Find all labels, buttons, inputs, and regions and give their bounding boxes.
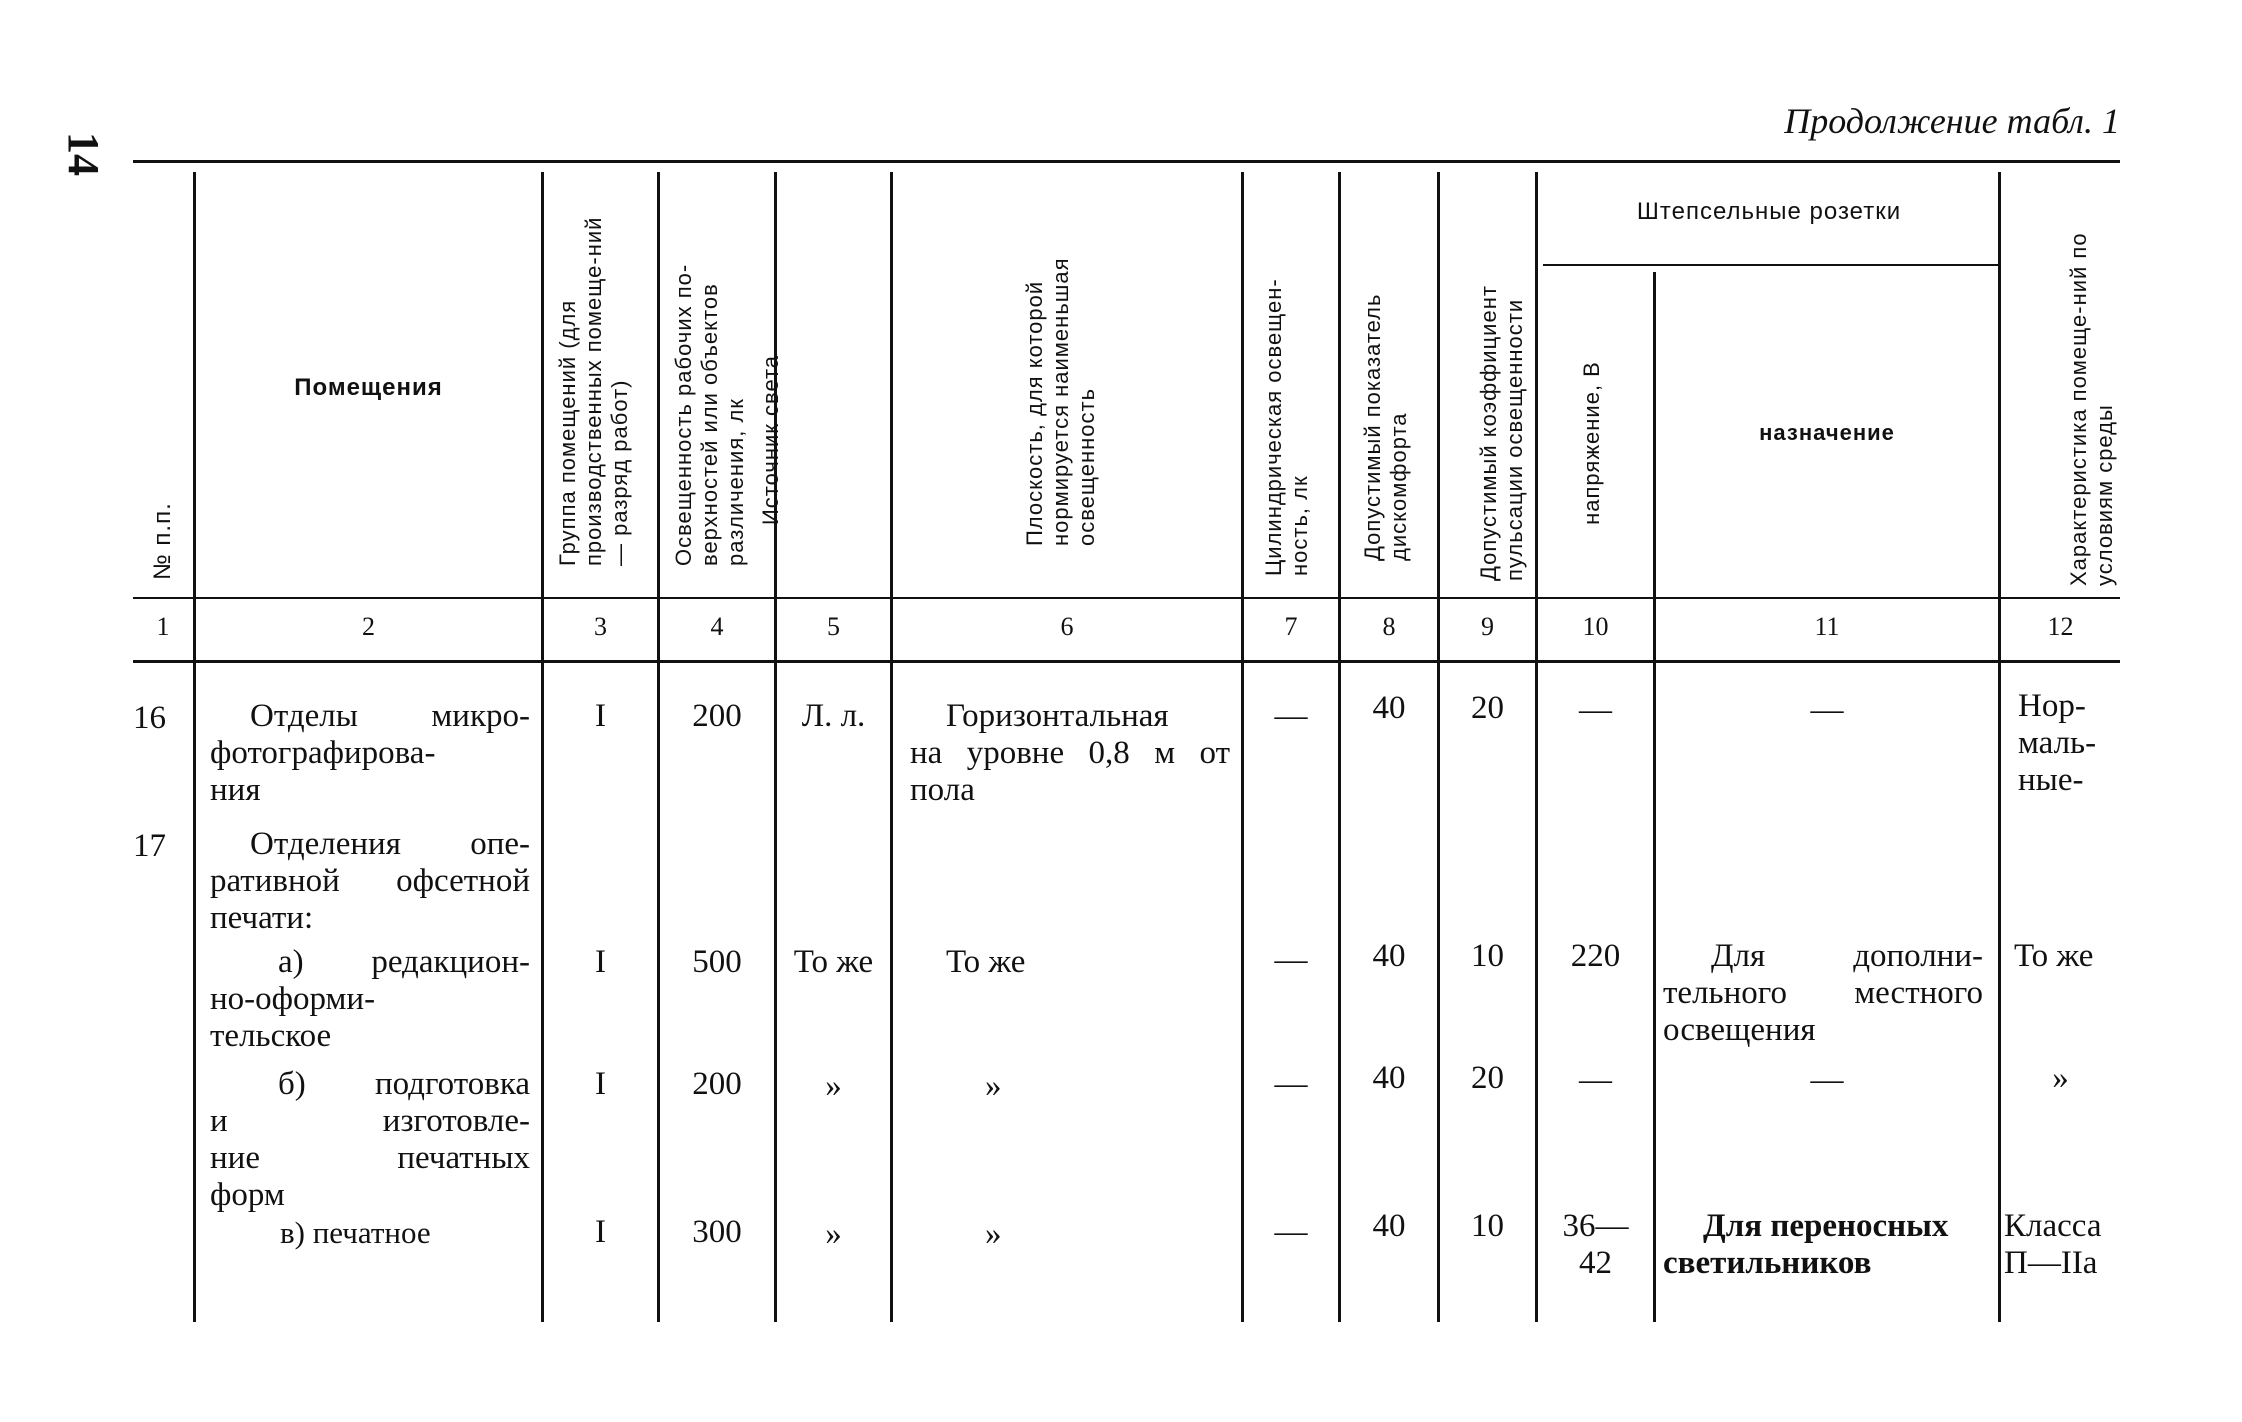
row17-room: Отделения опе- ративной офсетной печати: xyxy=(210,826,530,936)
col-number-12: 12 xyxy=(2047,612,2074,641)
row17a-environment: То же xyxy=(2014,938,2094,974)
header-sockets: Штепсельные розетки xyxy=(1636,198,1902,225)
col-number-9: 9 xyxy=(1481,612,1494,641)
header-col4: Освещенность рабочих по-верхностей или объектов различения, лк xyxy=(671,263,748,566)
header-col9: Допустимый коэффициент пульсации освещенности xyxy=(1476,285,1527,581)
col-number-3: 3 xyxy=(594,612,607,641)
col-rule-8 xyxy=(1437,172,1440,1322)
row17c-source: » xyxy=(825,1216,842,1252)
row16-pulse: 20 xyxy=(1471,690,1504,726)
col-rule-7 xyxy=(1338,172,1341,1322)
header-col8: Допустимый показатель дискомфорта xyxy=(1360,293,1411,561)
table-top-rule xyxy=(133,160,2120,163)
row17a-discomfort: 40 xyxy=(1372,938,1406,974)
col-number-8: 8 xyxy=(1382,612,1396,641)
row16-source: Л. л. xyxy=(801,698,866,734)
row17a-group: I xyxy=(595,944,606,980)
col-number-5: 5 xyxy=(827,612,840,641)
row16-environment: Нор- маль- ные- xyxy=(2018,688,2097,798)
row16-discomfort: 40 xyxy=(1372,690,1406,726)
sockets-rule xyxy=(1543,264,1998,266)
col-rule-5 xyxy=(890,172,893,1322)
row17c-purpose: Для переносных светильников xyxy=(1663,1208,1949,1281)
row16-room: Отделы микро- фотографирова- ния xyxy=(210,698,530,808)
header-bottom-rule xyxy=(133,597,2120,599)
row17b-purpose: — xyxy=(1810,1062,1844,1098)
row17-number: 17 xyxy=(133,828,166,864)
header-col7: Цилиндрическая освещен-ность, лк xyxy=(1261,278,1312,576)
col-rule-3 xyxy=(657,172,660,1322)
row17c-environment: Класса П—IIа xyxy=(2004,1208,2102,1281)
row17b-group: I xyxy=(595,1066,606,1102)
col-rule-1 xyxy=(193,172,196,1322)
row17c-discomfort: 40 xyxy=(1372,1208,1406,1244)
col-rule-2 xyxy=(541,172,544,1322)
row17a-voltage: 220 xyxy=(1570,938,1621,974)
row17b-source: » xyxy=(825,1068,842,1104)
col-rule-6 xyxy=(1241,172,1244,1322)
col-number-2: 2 xyxy=(362,612,375,641)
row17b-pulse: 20 xyxy=(1471,1060,1504,1096)
row17c-group: I xyxy=(595,1214,606,1250)
header-col12: Характеристика помеще-ний по условиям среды xyxy=(2066,232,2117,586)
col-number-1: 1 xyxy=(156,612,170,641)
header-col1: № п.п. xyxy=(149,502,176,580)
row16-number: 16 xyxy=(133,700,166,736)
row16-plane: Горизонтальная на уровне 0,8 м от пола xyxy=(910,698,1230,808)
row16-purpose: — xyxy=(1810,692,1844,728)
col-number-7: 7 xyxy=(1284,612,1298,641)
row16-cylindrical: — xyxy=(1274,698,1308,734)
col-rule-11 xyxy=(1998,172,2001,1322)
row17a-cylindrical: — xyxy=(1274,942,1308,978)
row17a-pulse: 10 xyxy=(1471,938,1504,974)
col-number-4: 4 xyxy=(710,612,724,641)
row17b-discomfort: 40 xyxy=(1372,1060,1406,1096)
row17c-plane: » xyxy=(985,1216,1002,1252)
table-continuation-caption: Продолжение табл. 1 xyxy=(1784,101,2120,141)
row17c-voltage: 36— 42 xyxy=(1562,1208,1629,1281)
row17b-plane: » xyxy=(985,1068,1002,1104)
row17b-cylindrical: — xyxy=(1274,1066,1308,1102)
header-col10: напряжение, В xyxy=(1579,361,1604,525)
header-col5: Источник света xyxy=(758,354,783,526)
row17a-purpose: Для дополни- тельного местного освещения xyxy=(1663,938,1983,1048)
row17a-plane: То же xyxy=(946,944,1026,980)
header-col3: Группа помещений (для производственных помеще-ний — разряд работ) xyxy=(555,216,632,566)
header-col11: назначение xyxy=(1759,420,1895,445)
row17b-lux: 200 xyxy=(692,1066,742,1102)
row17b-room: б) подготовка и изготовле- ние печатных форм xyxy=(210,1066,530,1213)
row17a-room: а) редакцион- но-оформи- тельское xyxy=(210,944,530,1054)
row16-group: I xyxy=(595,698,606,734)
numbers-bottom-rule xyxy=(133,660,2120,663)
row17c-lux: 300 xyxy=(692,1214,742,1250)
col-number-10: 10 xyxy=(1582,612,1609,641)
header-col6: Плоскость, для которой нормируется наименьшая освещенность xyxy=(1022,257,1099,546)
col-number-11: 11 xyxy=(1814,612,1840,641)
row16-voltage: — xyxy=(1579,692,1612,728)
row17a-lux: 500 xyxy=(692,944,742,980)
row17b-voltage: — xyxy=(1579,1062,1612,1098)
row17a-source: То же xyxy=(793,944,874,980)
header-col2: Помещения xyxy=(294,374,443,401)
row16-lux: 200 xyxy=(692,698,742,734)
col-number-6: 6 xyxy=(1060,612,1074,641)
row17c-cylindrical: — xyxy=(1274,1214,1308,1250)
page-number: 14 xyxy=(59,132,108,176)
row17c-pulse: 10 xyxy=(1471,1208,1504,1244)
row17b-environment: » xyxy=(2052,1060,2069,1096)
row17c-room: в) печатное xyxy=(280,1215,431,1250)
